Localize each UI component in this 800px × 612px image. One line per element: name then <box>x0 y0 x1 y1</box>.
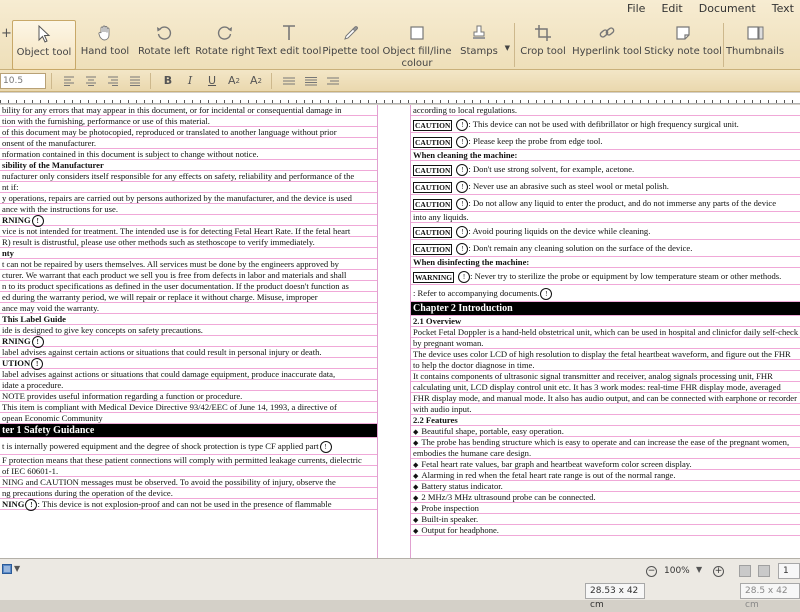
document-text-line <box>411 459 800 470</box>
line-text: with audio input. <box>413 404 472 414</box>
chapter-heading <box>0 424 377 438</box>
line-text: : Never try to sterilize the probe or equipment by low temperature steam or other methods. <box>470 271 782 281</box>
document-text-line <box>0 237 377 248</box>
object-tool-button[interactable] <box>12 20 76 70</box>
menu-text[interactable]: Text <box>771 2 794 15</box>
line-text: : Avoid pouring liquids on the device while cleaning. <box>468 226 651 236</box>
font-size-field[interactable]: 10.5 <box>0 73 46 89</box>
line-spacing-button[interactable] <box>279 72 299 90</box>
document-text-line <box>411 240 800 257</box>
warning-symbol-icon: ! <box>456 164 468 176</box>
line-text: to help the doctor diagnose in time. <box>413 360 535 370</box>
menu-file[interactable]: File <box>627 2 646 15</box>
line-text: opean Economic Community <box>2 413 103 423</box>
cursor-arrow-icon <box>33 23 55 45</box>
horizontal-ruler <box>0 93 800 104</box>
zoom-in-button[interactable]: + <box>714 566 723 576</box>
caution-label: CAUTION <box>415 199 451 209</box>
line-text: : Please keep the probe from edge tool. <box>468 136 603 146</box>
superscript-mark: 2 <box>235 76 240 85</box>
line-text: sibility of the Manufacturer <box>2 160 104 170</box>
bold-button[interactable]: B <box>163 74 173 87</box>
document-text-line <box>411 116 800 133</box>
line-text: This Label Guide <box>2 314 66 324</box>
warning-symbol-icon: ! <box>458 271 470 283</box>
pipette-icon <box>340 22 362 44</box>
warning-symbol-icon: ! <box>456 136 468 148</box>
line-text: This item is compliant with Medical Device Directive 93/42/EEC of June 14, 1993, a directive of <box>2 402 337 412</box>
warning-symbol-icon: ! <box>320 441 332 453</box>
line-text: : Do not allow any liquid to enter the product, and do not immerse any parts of the device <box>468 198 777 208</box>
paragraph-spacing-button[interactable] <box>301 72 321 90</box>
document-text-line <box>411 448 800 459</box>
document-text-line <box>411 382 800 393</box>
text-indent-button[interactable] <box>323 72 343 90</box>
line-text: ide is designed to give key concepts on safety precautions. <box>2 325 203 335</box>
line-text: of IEC 60601-1. <box>2 466 59 476</box>
line-text: nformation contained in this document is subject to change without notice. <box>2 149 259 159</box>
crop-tool-label: Crop tool <box>520 46 566 57</box>
justify-button[interactable] <box>125 72 145 90</box>
caution-label: CAUTION <box>415 137 451 147</box>
line-text: ance with the instructions for use. <box>2 204 118 214</box>
document-text-line <box>411 105 800 116</box>
document-text-line <box>0 336 377 347</box>
fill-color-icon <box>406 22 428 44</box>
line-text: nt if: <box>2 182 19 192</box>
line-text: label advises against actions or situations that could damage equipment, produce inaccurate data, <box>2 369 336 379</box>
document-text-line <box>411 371 800 382</box>
thumbnails-button[interactable] <box>724 20 786 70</box>
document-text-line <box>411 415 800 426</box>
document-text-line <box>411 437 800 448</box>
line-text: RNING <box>2 336 31 346</box>
thumbnails-icon <box>744 22 766 44</box>
document-text-line <box>411 338 800 349</box>
document-text-line <box>0 488 377 499</box>
line-text: RNING <box>2 215 31 225</box>
thumbnails-label: Thumbnails <box>725 46 785 57</box>
align-right-icon <box>107 76 119 86</box>
pages-panel-dropdown-icon[interactable]: ▼ <box>14 564 21 573</box>
rotate-right-icon <box>214 22 236 44</box>
crop-icon <box>532 22 554 44</box>
line-text: F protection means that these patient connections will comply with permitted leakage currents, dielectric <box>2 455 362 465</box>
line-text: Beautiful shape, portable, easy operation. <box>421 426 564 436</box>
document-text-line <box>411 503 800 514</box>
document-text-line <box>0 149 377 160</box>
paragraph-spacing-icon <box>304 76 318 86</box>
document-text-line <box>0 347 377 358</box>
page-size-secondary-field: 28.5 x 42 cm <box>740 583 800 599</box>
line-text: bility for any errors that may appear in this document, or for incidental or consequential damage in <box>2 105 342 115</box>
line-text: 2.2 Features <box>413 415 458 425</box>
pages-panel-icon[interactable] <box>2 564 12 574</box>
warning-symbol-icon: ! <box>32 215 44 227</box>
line-text: y operations, repairs are carried out by persons authorized by the manufacturer, and the device is used <box>2 193 352 203</box>
status-bar <box>0 558 800 610</box>
pipette-tool-label: Pipette tool <box>322 46 380 57</box>
zoom-dropdown-icon[interactable]: ▼ <box>696 565 703 574</box>
document-text-line <box>0 499 377 510</box>
line-text: Output for headphone. <box>421 525 499 535</box>
tool-buttons <box>0 20 786 70</box>
line-text: Alarming in red when the fetal heart rate range is out of the normal range. <box>421 470 676 480</box>
line-text: into any liquids. <box>413 212 469 222</box>
page-size-field: 28.53 x 42 cm <box>585 583 645 599</box>
subscript-glyph: A <box>250 74 258 87</box>
document-text-line <box>411 178 800 195</box>
document-canvas[interactable] <box>0 105 800 558</box>
underline-button[interactable]: U <box>207 74 217 87</box>
line-text: The device uses color LCD of high resolution to display the fetal heartbeat waveform, and figure out the FHR <box>413 349 791 359</box>
document-text-line <box>0 259 377 270</box>
line-text: : Don't use strong solvent, for example, acetone. <box>468 164 635 174</box>
align-left-button[interactable] <box>59 72 79 90</box>
document-text-line <box>411 525 800 536</box>
document-text-line <box>411 212 800 223</box>
italic-button[interactable]: I <box>187 74 193 87</box>
line-text: Pocket Fetal Doppler is a hand-held obstetrical unit, which can be used in hospital and clinicfor daily self-check <box>413 327 799 337</box>
line-text: ter 1 Safety Guidance <box>2 425 95 436</box>
caution-label: CAUTION <box>415 120 451 130</box>
crop-tool-button[interactable] <box>515 20 571 70</box>
line-spacing-icon <box>282 76 296 86</box>
document-column-left <box>0 105 378 558</box>
line-text: cturer. We warrant that each product we sell you is free from defects in labor and materials and shall <box>2 270 347 280</box>
document-text-line <box>411 133 800 150</box>
document-text-line <box>411 393 800 404</box>
document-text-line <box>0 303 377 314</box>
line-text: FHR display mode, and manual mode. It also has audio output, and can be connected with earphone or recorder <box>413 393 797 403</box>
document-text-line <box>0 182 377 193</box>
document-text-line <box>0 438 377 455</box>
line-text: according to local regulations. <box>413 105 518 115</box>
ribbon-toolbar <box>0 0 800 70</box>
line-text: : Refer to accompanying documents. <box>413 288 540 298</box>
text-edit-tool-label: Text edit tool <box>256 46 322 57</box>
document-text-line <box>0 358 377 369</box>
document-text-line <box>0 292 377 303</box>
document-text-line <box>0 369 377 380</box>
line-text: label advises against certain actions or situations that could result in personal injury or death. <box>2 347 322 357</box>
zoom-out-button[interactable]: − <box>647 566 656 576</box>
rotate-left-button[interactable] <box>134 20 194 70</box>
line-text: embodies the humane care design. <box>413 448 532 458</box>
document-text-line <box>411 223 800 240</box>
caution-label: CAUTION <box>415 244 451 254</box>
document-text-line <box>411 360 800 371</box>
text-cursor-icon <box>278 22 300 44</box>
document-text-line <box>411 481 800 492</box>
page-number-field[interactable]: 1 <box>778 563 800 579</box>
document-text-line <box>0 226 377 237</box>
align-center-button[interactable] <box>81 72 101 90</box>
line-text: When cleaning the machine: <box>413 150 518 160</box>
format-separator <box>150 73 151 89</box>
line-text: nty <box>2 248 14 258</box>
justify-icon <box>129 76 141 86</box>
document-text-line <box>0 171 377 182</box>
line-text-rest: : This device is not explosion-proof and can not be used in the presence of flammable <box>37 499 332 509</box>
line-text: NOTE provides useful information regarding a function or procedure. <box>2 391 243 401</box>
line-text: idate a procedure. <box>2 380 64 390</box>
line-text: t can not be repaired by users themselves. All services must be done by the engineers approved by <box>2 259 339 269</box>
line-text: : Don't remain any cleaning solution on the surface of the device. <box>468 243 693 253</box>
stamps-button[interactable] <box>454 20 510 70</box>
superscript-glyph: A <box>228 74 236 87</box>
stamps-label: Stamps <box>460 46 498 57</box>
object-tool-label: Object tool <box>16 47 72 58</box>
document-text-line <box>411 161 800 178</box>
document-text-line <box>0 455 377 466</box>
link-icon <box>596 22 618 44</box>
document-text-line <box>0 281 377 292</box>
document-text-line <box>411 257 800 268</box>
document-text-line <box>0 325 377 336</box>
document-text-line <box>411 470 800 481</box>
line-text: The probe has bending structure which is easy to operate and can increase the ease of the pregnant women, <box>421 437 790 447</box>
line-text: UTION <box>2 358 31 368</box>
document-text-line <box>411 426 800 437</box>
chapter-heading <box>411 302 800 316</box>
align-left-icon <box>63 76 75 86</box>
line-text: Fetal heart rate values, bar graph and heartbeat waveform color screen display. <box>421 459 692 469</box>
line-text: ance may void the warranty. <box>2 303 100 313</box>
document-text-line <box>411 404 800 415</box>
document-text-line <box>411 150 800 161</box>
line-text: of this document may be photocopied, reproduced or translated to another language without prior <box>2 127 337 137</box>
align-center-icon <box>85 76 97 86</box>
document-text-line <box>0 193 377 204</box>
subscript-mark: 2 <box>257 76 262 85</box>
hand-tool-label: Hand tool <box>80 46 130 57</box>
menu-edit[interactable]: Edit <box>661 2 683 15</box>
fill-line-colour-label: Object fill/line colour <box>382 46 452 69</box>
line-text: onsent of the manufacturer. <box>2 138 97 148</box>
line-text: nufacturer only considers itself responsible for any effects on safety, reliability and performance of the <box>2 171 355 181</box>
line-text: n to its product specifications as defined in the user documentation. If the product doesn't function as <box>2 281 349 291</box>
hand-tool-button[interactable] <box>76 20 134 70</box>
subscript-button[interactable] <box>246 72 266 90</box>
stamp-icon <box>468 22 490 44</box>
previous-page-button[interactable] <box>758 565 770 577</box>
add-icon[interactable]: + <box>1 26 12 41</box>
warning-symbol-icon: ! <box>456 198 468 210</box>
rotate-left-icon <box>153 22 175 44</box>
zoom-level[interactable]: 100% <box>664 566 690 576</box>
document-text-line <box>411 514 800 525</box>
warning-symbol-icon: ! <box>31 358 43 370</box>
line-text: Battery status indicator. <box>421 481 503 491</box>
warning-symbol-icon: ! <box>456 181 468 193</box>
text-indent-icon <box>326 76 340 86</box>
line-text: When disinfecting the machine: <box>413 257 530 267</box>
sticky-note-tool-label: Sticky note tool <box>644 46 722 57</box>
menu-bar <box>627 2 794 15</box>
rotate-left-label: Rotate left <box>137 46 191 57</box>
line-text: R) result is distrustful, please use other methods such as stethoscope to verify immediately. <box>2 237 315 247</box>
document-text-line <box>411 195 800 212</box>
document-text-line <box>411 316 800 327</box>
line-text: ed during the warranty period, we will repair or replace it without charge. Misuse, improper <box>2 292 318 302</box>
line-text: tion with the furnishing, performance or use of this material. <box>2 116 210 126</box>
document-text-line <box>0 116 377 127</box>
line-text: NING <box>2 499 25 509</box>
caution-label: CAUTION <box>415 165 451 175</box>
warning-symbol-icon: ! <box>540 288 552 300</box>
hand-icon <box>94 22 116 44</box>
document-text-line <box>0 160 377 171</box>
document-text-line <box>411 492 800 503</box>
line-text: ng precautions during the operation of the device. <box>2 488 173 498</box>
format-separator <box>271 73 272 89</box>
sticky-note-tool-button[interactable] <box>643 20 723 70</box>
text-edit-tool-button[interactable] <box>256 20 322 70</box>
hyperlink-tool-button[interactable] <box>571 20 643 70</box>
document-text-line <box>0 204 377 215</box>
line-text: It contains components of ultrasonic signal transmitter and receiver, analog signals processing unit, FHR <box>413 371 773 381</box>
line-text: 2.1 Overview <box>413 316 462 326</box>
document-text-line <box>0 127 377 138</box>
document-text-line <box>0 105 377 116</box>
warning-symbol-icon: ! <box>456 243 468 255</box>
document-text-line <box>0 380 377 391</box>
document-text-line <box>411 327 800 338</box>
document-text-line <box>411 285 800 302</box>
document-text-line <box>0 391 377 402</box>
document-text-line <box>411 349 800 360</box>
document-text-line <box>0 314 377 325</box>
document-text-line <box>0 270 377 281</box>
sticky-note-icon <box>672 22 694 44</box>
line-text: calculating unit, LCD display control unit etc. It has 3 work modes: real-time FHR display mode, averaged <box>413 382 781 392</box>
document-text-line <box>0 248 377 259</box>
rotate-right-button[interactable] <box>194 20 256 70</box>
rotate-right-label: Rotate right <box>195 46 255 57</box>
pipette-tool-button[interactable] <box>322 20 380 70</box>
document-text-line <box>0 413 377 424</box>
document-text-line <box>411 268 800 285</box>
line-text: by pregnant woman. <box>413 338 484 348</box>
first-page-button[interactable] <box>739 565 751 577</box>
caution-label: CAUTION <box>415 227 451 237</box>
document-text-line <box>0 138 377 149</box>
caution-label: CAUTION <box>415 182 451 192</box>
document-text-line <box>0 477 377 488</box>
line-text: : Never use an abrasive such as steel wool or metal polish. <box>468 181 669 191</box>
line-text: Probe inspection <box>421 503 479 513</box>
hyperlink-tool-label: Hyperlink tool <box>572 46 642 57</box>
line-text: Built-in speaker. <box>421 514 479 524</box>
document-text-line <box>0 466 377 477</box>
line-text: : This device can not be used with defibrillator or high frequency surgical unit. <box>468 119 739 129</box>
format-toolbar <box>0 70 800 92</box>
fill-line-colour-button[interactable] <box>380 20 454 70</box>
format-separator <box>51 73 52 89</box>
document-text-line <box>0 215 377 226</box>
line-text: 2 MHz/3 MHz ultrasound probe can be connected. <box>421 492 596 502</box>
line-text: t is internally powered equipment and the degree of shock protection is type CF applied part <box>2 441 319 451</box>
line-text: vice is not intended for treatment. The intended use is for detecting Fetal Heart Rate. If the fetal heart <box>2 226 351 236</box>
line-text: NING and CAUTION messages must be observed. To avoid the possibility of injury, observe the <box>2 477 336 487</box>
align-right-button[interactable] <box>103 72 123 90</box>
document-column-right <box>410 105 800 558</box>
stamps-dropdown-icon[interactable]: ▼ <box>504 44 510 52</box>
warning-symbol-icon: ! <box>25 499 37 511</box>
document-text-line <box>0 402 377 413</box>
warning-symbol-icon: ! <box>456 226 468 238</box>
warning-symbol-icon: ! <box>32 336 44 348</box>
caution-label: WARNING <box>415 272 453 282</box>
line-text: Chapter 2 Introduction <box>413 303 513 314</box>
warning-symbol-icon: ! <box>456 119 468 131</box>
superscript-button[interactable] <box>224 72 244 90</box>
menu-document[interactable]: Document <box>698 2 756 15</box>
